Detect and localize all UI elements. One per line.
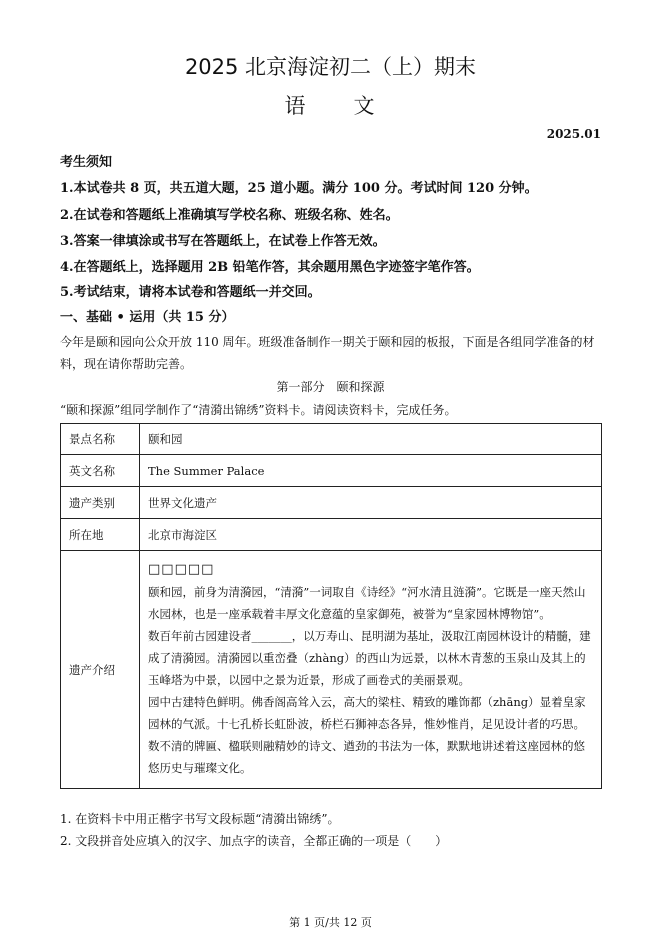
task-instruction: “颐和探源”组同学制作了“清漪出锦绣”资料卡。请阅读资料卡，完成任务。 [60, 403, 457, 417]
table-row [61, 519, 602, 551]
intro-paragraph: 颐和园，前身为清漪园，“清漪”一词取自《诗经》“河水清且涟漪”。它既是一座天然山水园林，也是一座承载着丰厚文化意蕴的皇家御苑，被誉为“皇家园林博物馆”。 [148, 585, 586, 621]
section-heading: 一、基础 • 运用（共 15 分） [60, 310, 235, 325]
section-intro: 今年是颐和园向公众开放 110 周年。班级准备制作一期关于颐和园的板报，下面是各组同学准备的材料，现在请你帮助完善。 [60, 335, 595, 371]
card-key: 景点名称 [61, 424, 140, 455]
question-2: 2. 文段拼音处应填入的汉字、加点字的读音，全都正确的一项是（ ） [60, 834, 448, 848]
notice-item: 3.答案一律填涂或书写在答题纸上，在试卷上作答无效。 [60, 234, 386, 249]
info-card-table [60, 423, 602, 789]
card-key: 遗产类别 [61, 487, 140, 519]
card-value: 世界文化遗产 [140, 487, 602, 519]
exam-title: 2025 北京海淀初二（上）期末 [184, 55, 477, 79]
table-row [61, 487, 602, 519]
table-row [61, 551, 602, 789]
notice-item: 1.本试卷共 8 页，共五道大题，25 道小题。满分 100 分。考试时间 120 分钟。 [60, 181, 538, 196]
page-footer: 第 1 页/共 12 页 [289, 916, 372, 929]
part-title: 第一部分 颐和探源 [276, 380, 385, 394]
exam-subject: 语 文 [284, 94, 377, 118]
table-row [61, 455, 602, 487]
table-row [61, 424, 602, 455]
notice-item: 5.考试结束，请将本试卷和答题纸一并交回。 [60, 285, 321, 300]
card-key: 所在地 [61, 519, 140, 551]
card-value: 颐和园 [140, 424, 602, 455]
card-key: 英文名称 [61, 455, 140, 487]
notice-item: 4.在答题纸上，选择题用 2B 铅笔作答，其余题用黑色字迹签字笔作答。 [60, 260, 480, 275]
intro-paragraph: 园中古建特色鲜明。佛香阁高耸入云，高大的梁柱、精致的雕饰都（zhāng）显着皇家园林的气派。十七孔桥长虹卧波，桥栏石狮神态各异，惟妙惟肖，足见设计者的巧思。数不清的牌匾、楹联则融精妙的诗文、遒劲的书法为一体，默默地讲述着这座园林的悠悠历史与璀璨文化。 [148, 695, 586, 775]
card-value: 北京市海淀区 [140, 519, 602, 551]
notice-item: 2.在试卷和答题纸上准确填写学校名称、班级名称、姓名。 [60, 208, 399, 223]
card-value: The Summer Palace [140, 455, 602, 487]
title-boxes[interactable]: □□□□□ [148, 562, 215, 577]
exam-date: 2025.01 [546, 127, 601, 141]
question-1: 1. 在资料卡中用正楷字书写文段标题“清漪出锦绣”。 [60, 812, 340, 826]
card-key: 遗产介绍 [61, 551, 140, 789]
heritage-intro-cell [140, 551, 602, 789]
intro-paragraph: 数百年前古园建设者_______，以万寿山、昆明湖为基址，汲取江南园林设计的精髓，建成了清漪园。清漪园以重峦叠（zhàng）的西山为远景，以林木青葱的玉泉山及其上的玉峰塔为中景，以园中之景为近景，形成了画卷式的美丽景观。 [148, 629, 591, 687]
notice-heading: 考生须知 [60, 155, 113, 170]
